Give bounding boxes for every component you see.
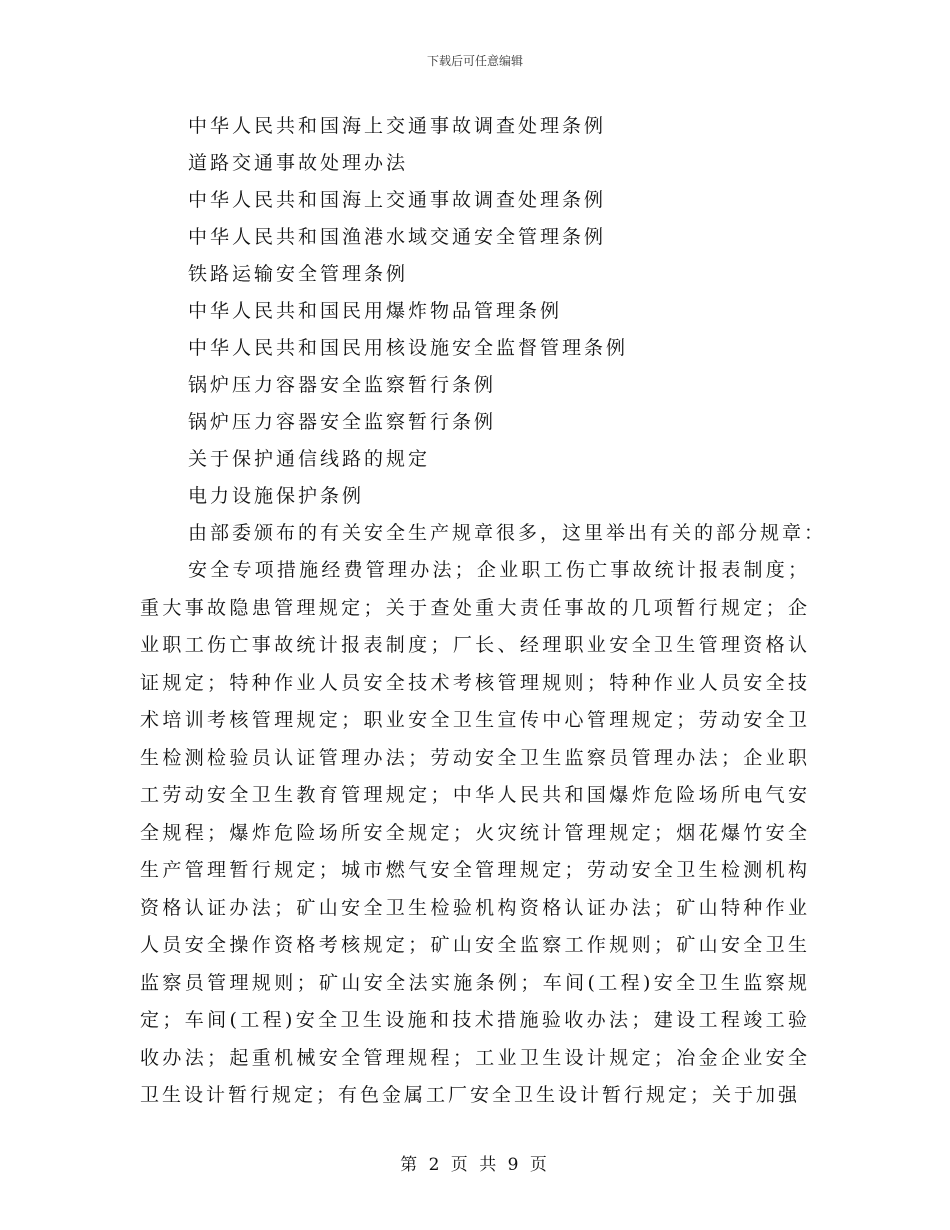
regulation-item: 铁路运输安全管理条例: [188, 263, 409, 285]
regulation-item: 中华人民共和国民用爆炸物品管理条例: [188, 300, 563, 322]
regulation-item: 电力设施保护条例: [188, 485, 365, 507]
regulation-item: 锅炉压力容器安全监察暂行条例: [188, 411, 497, 433]
page-header: 下载后可任意编辑: [426, 54, 523, 68]
page-number: 第 2 页 共 9 页: [400, 1155, 550, 1175]
document-body: [140, 108, 827, 1115]
regulation-item: 中华人民共和国民用核设施安全监督管理条例: [188, 337, 629, 359]
regulation-item: 中华人民共和国海上交通事故调查处理条例: [188, 115, 607, 137]
regulation-item: 中华人民共和国海上交通事故调查处理条例: [188, 189, 607, 211]
regulation-item: 中华人民共和国渔港水域交通安全管理条例: [188, 226, 607, 248]
intro-sentence: 由部委颁布的有关安全生产规章很多，这里举出有关的部分规章：: [188, 522, 827, 544]
regulation-item: 道路交通事故处理办法: [188, 152, 409, 174]
regulation-item: 关于保护通信线路的规定: [188, 448, 431, 470]
regulation-item: 锅炉压力容器安全监察暂行条例: [188, 374, 497, 396]
rules-paragraph: 安全专项措施经费管理办法；企业职工伤亡事故统计报表制度；重大事故隐患管理规定；关于查处重大责任事故的几项暂行规定；企业职工伤亡事故统计报表制度；厂长、经理职业安全卫生管理资格认证规定；特种作业人员安全技术考核管理规则；特种作业人员安全技术培训考核管理规定；职业安全卫生宣传中心管理规定；劳动安全卫生检测检验员认证管理办法；劳动安全卫生监察员管理办法；企业职工劳动安全卫生教育管理规定；中华人民共和国爆炸危险场所电气安全规程；爆炸危险场所安全规定；火灾统计管理规定；烟花爆竹安全生产管理暂行规定；城市燃气安全管理规定；劳动安全卫生检测机构资格认证办法；矿山安全卫生检验机构资格认证办法；矿山特种作业人员安全操作资格考核规定；矿山安全监察工作规则；矿山安全卫生监察员管理规则；矿山安全法实施条例；车间(工程)安全卫生监察规定；车间(工程)安全卫生设施和技术措施验收办法；建设工程竣工验收办法；起重机械安全管理规程；工业卫生设计规定；冶金企业安全卫生设计暂行规定；有色金属工厂安全卫生设计暂行规定；关于加强: [140, 559, 810, 1106]
